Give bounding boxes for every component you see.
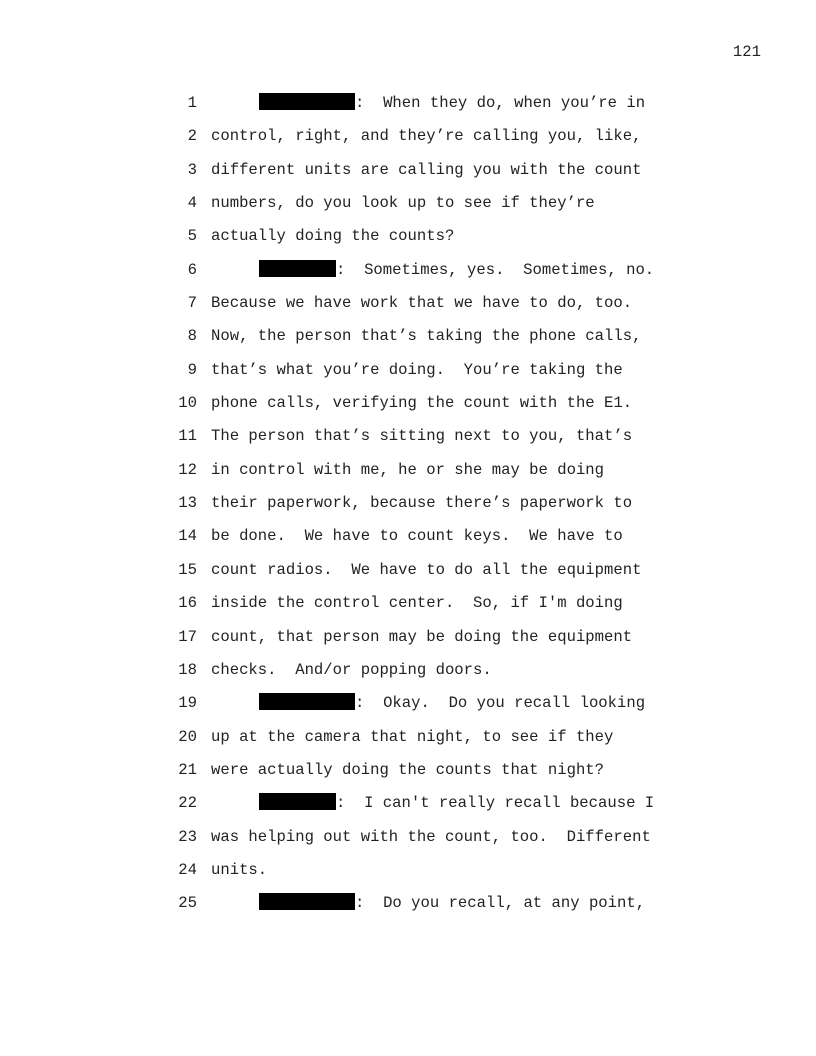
transcript-line bbox=[0, 759, 816, 792]
line-content: different units are calling you with the count bbox=[211, 160, 642, 179]
line-number: 15 bbox=[178, 560, 197, 579]
line-number: 9 bbox=[187, 360, 197, 379]
line-content: : Sometimes, yes. Sometimes, no. bbox=[336, 260, 655, 279]
transcript-line bbox=[0, 359, 816, 392]
line-content: be done. We have to count keys. We have to bbox=[211, 527, 623, 546]
line-content: actually doing the counts? bbox=[211, 227, 455, 246]
line-content: control, right, and they’re calling you, like, bbox=[211, 127, 642, 146]
line-content: up at the camera that night, to see if they bbox=[211, 727, 614, 746]
line-text bbox=[211, 425, 632, 447]
line-text bbox=[211, 726, 613, 748]
line-text bbox=[211, 525, 623, 547]
line-text bbox=[259, 892, 645, 914]
line-content: was helping out with the count, too. Different bbox=[211, 827, 651, 846]
transcript-line bbox=[0, 92, 816, 125]
line-text bbox=[211, 859, 267, 881]
transcript-line bbox=[0, 292, 816, 325]
line-content: count radios. We have to do all the equipment bbox=[211, 560, 642, 579]
line-text bbox=[211, 159, 641, 181]
line-text bbox=[211, 125, 641, 147]
transcript-line bbox=[0, 259, 816, 292]
line-content: numbers, do you look up to see if they’re bbox=[211, 194, 595, 213]
line-content: : Do you recall, at any point, bbox=[355, 894, 646, 913]
line-number: 7 bbox=[187, 294, 197, 313]
line-number: 8 bbox=[187, 327, 197, 346]
line-number: 21 bbox=[178, 760, 197, 779]
transcript-lines bbox=[0, 92, 816, 926]
line-content: were actually doing the counts that night? bbox=[211, 760, 605, 779]
transcript-line bbox=[0, 192, 816, 225]
line-number: 10 bbox=[178, 394, 197, 413]
transcript-line bbox=[0, 659, 816, 692]
line-number: 14 bbox=[178, 527, 197, 546]
line-text bbox=[211, 592, 623, 614]
transcript-line bbox=[0, 692, 816, 725]
transcript-line bbox=[0, 626, 816, 659]
line-number: 4 bbox=[187, 194, 197, 213]
redacted-speaker-name bbox=[259, 893, 355, 910]
redacted-speaker-name bbox=[259, 93, 355, 110]
line-number: 25 bbox=[178, 894, 197, 913]
line-number: 12 bbox=[178, 460, 197, 479]
line-text bbox=[211, 225, 454, 247]
line-text bbox=[211, 459, 604, 481]
line-text bbox=[211, 826, 651, 848]
line-number: 20 bbox=[178, 727, 197, 746]
transcript-line bbox=[0, 525, 816, 558]
line-content: count, that person may be doing the equipment bbox=[211, 627, 633, 646]
line-number: 2 bbox=[187, 127, 197, 146]
transcript-line bbox=[0, 726, 816, 759]
line-number: 17 bbox=[178, 627, 197, 646]
line-text bbox=[211, 759, 604, 781]
line-content: in control with me, he or she may be doing bbox=[211, 460, 605, 479]
line-content: Because we have work that we have to do, too. bbox=[211, 294, 633, 313]
line-content: : When they do, when you’re in bbox=[355, 94, 646, 112]
line-content: inside the control center. So, if I'm doing bbox=[211, 594, 623, 613]
transcript-line bbox=[0, 859, 816, 892]
transcript-line bbox=[0, 592, 816, 625]
line-number: 1 bbox=[187, 94, 197, 112]
redacted-speaker-name bbox=[259, 793, 336, 810]
line-text bbox=[211, 325, 641, 347]
redacted-speaker-name bbox=[259, 260, 336, 277]
line-content: units. bbox=[211, 860, 268, 879]
line-text bbox=[211, 392, 632, 414]
transcript-line bbox=[0, 459, 816, 492]
transcript-line bbox=[0, 492, 816, 525]
line-content: phone calls, verifying the count with the E1. bbox=[211, 394, 633, 413]
line-text bbox=[211, 626, 632, 648]
transcript-line bbox=[0, 125, 816, 158]
line-text bbox=[259, 792, 654, 814]
line-number: 6 bbox=[187, 260, 197, 279]
line-number: 19 bbox=[178, 694, 197, 713]
line-content: checks. And/or popping doors. bbox=[211, 660, 492, 679]
line-text bbox=[211, 359, 623, 381]
transcript-line bbox=[0, 425, 816, 458]
line-text bbox=[211, 559, 641, 581]
line-text bbox=[259, 92, 645, 114]
line-number: 3 bbox=[187, 160, 197, 179]
line-number: 13 bbox=[178, 494, 197, 513]
transcript-line bbox=[0, 892, 816, 925]
transcript-line bbox=[0, 792, 816, 825]
line-content: The person that’s sitting next to you, that’s bbox=[211, 427, 633, 446]
line-number: 18 bbox=[178, 660, 197, 679]
page-number: 121 bbox=[732, 43, 761, 61]
line-number: 23 bbox=[178, 827, 197, 846]
line-number: 5 bbox=[187, 227, 197, 246]
transcript-line bbox=[0, 826, 816, 859]
line-text bbox=[211, 292, 632, 314]
transcript-line bbox=[0, 159, 816, 192]
line-text bbox=[211, 659, 492, 681]
line-content: that’s what you’re doing. You’re taking the bbox=[211, 360, 623, 379]
transcript-line bbox=[0, 225, 816, 258]
line-content: their paperwork, because there’s paperwork to bbox=[211, 494, 633, 513]
line-text bbox=[259, 692, 645, 714]
line-content: Now, the person that’s taking the phone calls, bbox=[211, 327, 642, 346]
line-number: 11 bbox=[178, 427, 197, 446]
line-text bbox=[259, 259, 654, 281]
redacted-speaker-name bbox=[259, 693, 355, 710]
line-content: : Okay. Do you recall looking bbox=[355, 694, 646, 713]
line-number: 24 bbox=[178, 860, 197, 879]
line-content: : I can't really recall because I bbox=[336, 794, 655, 813]
line-number: 22 bbox=[178, 794, 197, 813]
line-text bbox=[211, 492, 632, 514]
line-text bbox=[211, 192, 595, 214]
transcript-line bbox=[0, 559, 816, 592]
line-number: 16 bbox=[178, 594, 197, 613]
transcript-line bbox=[0, 325, 816, 358]
transcript-line bbox=[0, 392, 816, 425]
